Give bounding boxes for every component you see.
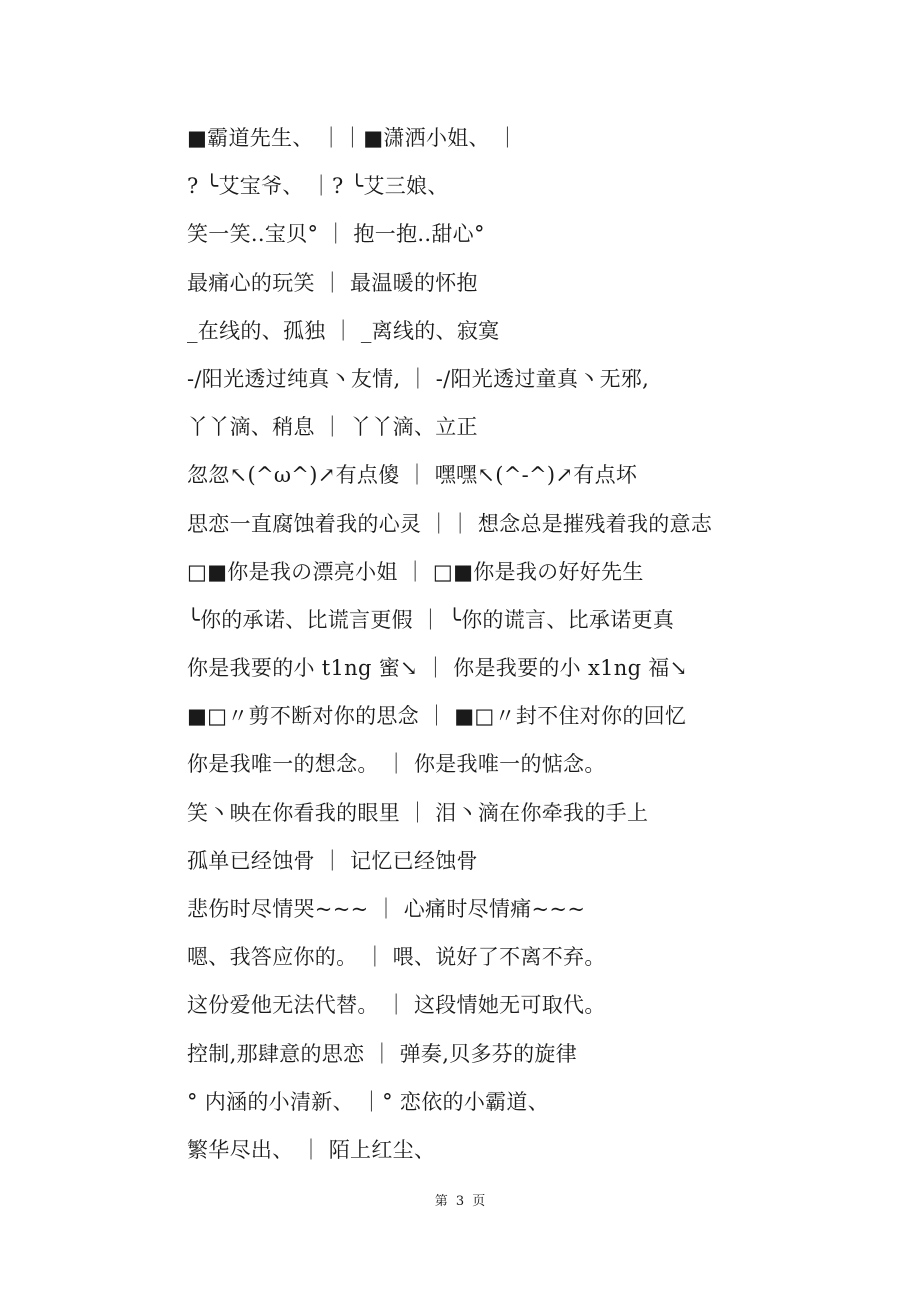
- text-line: □■你是我の漂亮小姐 ｜ □■你是我の好好先生: [187, 559, 644, 584]
- text-line: 忽忽↖(^ω^)↗有点傻 ｜ 嘿嘿↖(^-^)↗有点坏: [187, 463, 638, 488]
- text-line: 笑一笑..宝贝° ｜ 抱一抱..甜心°: [187, 222, 485, 247]
- text-line: ■□〃剪不断对你的思念 ｜ ■□〃封不住对你的回忆: [187, 704, 687, 729]
- text-line: ■霸道先生、 ｜｜■潇洒小姐、 ｜: [187, 126, 519, 150]
- text-line: 控制,那肆意的思恋 ｜ 弹奏,贝多芬的旋律: [187, 1041, 577, 1066]
- text-line: _在线的、孤独 ｜ _离线的、寂寞: [187, 318, 500, 343]
- text-line: 悲伤时尽情哭~~~ ｜ 心痛时尽情痛~~~: [187, 897, 586, 921]
- page-number: 第 3 页: [434, 1194, 486, 1209]
- text-line: ? ╰艾宝爷、 ｜? ╰艾三娘、: [187, 174, 449, 199]
- text-line: 丫丫滴、稍息 ｜ 丫丫滴、立正: [187, 415, 478, 440]
- text-lines: [187, 114, 867, 1174]
- text-line: 思恋一直腐蚀着我的心灵 ｜｜ 想念总是摧残着我的意志: [187, 511, 713, 536]
- text-line: 这份爱他无法代替。 ｜ 这段情她无可取代。: [187, 993, 606, 1018]
- text-line: 你是我唯一的想念。 ｜ 你是我唯一的惦念。: [187, 752, 606, 777]
- text-line: 最痛心的玩笑 ｜ 最温暖的怀抱: [187, 270, 478, 295]
- text-line: -/阳光透过纯真丶友情, ｜ -/阳光透过童真丶无邪,: [187, 366, 650, 391]
- text-line: 你是我要的小 t1ng 蜜↘ ｜ 你是我要的小 x1ng 福↘: [187, 656, 688, 681]
- text-line: 嗯、我答应你的。 ｜ 喂、说好了不离不弃。: [187, 945, 606, 970]
- text-line: ° 内涵的小清新、 ｜° 恋依的小霸道、: [187, 1089, 550, 1114]
- text-line: 繁华尽出、 ｜ 陌上红尘、: [187, 1137, 436, 1162]
- text-line: ╰你的承诺、比谎言更假 ｜ ╰你的谎言、比承诺更真: [187, 607, 675, 632]
- text-line: 笑丶映在你看我的眼里 ｜ 泪丶滴在你牵我的手上: [187, 800, 649, 825]
- text-line: 孤单已经蚀骨 ｜ 记忆已经蚀骨: [187, 848, 478, 873]
